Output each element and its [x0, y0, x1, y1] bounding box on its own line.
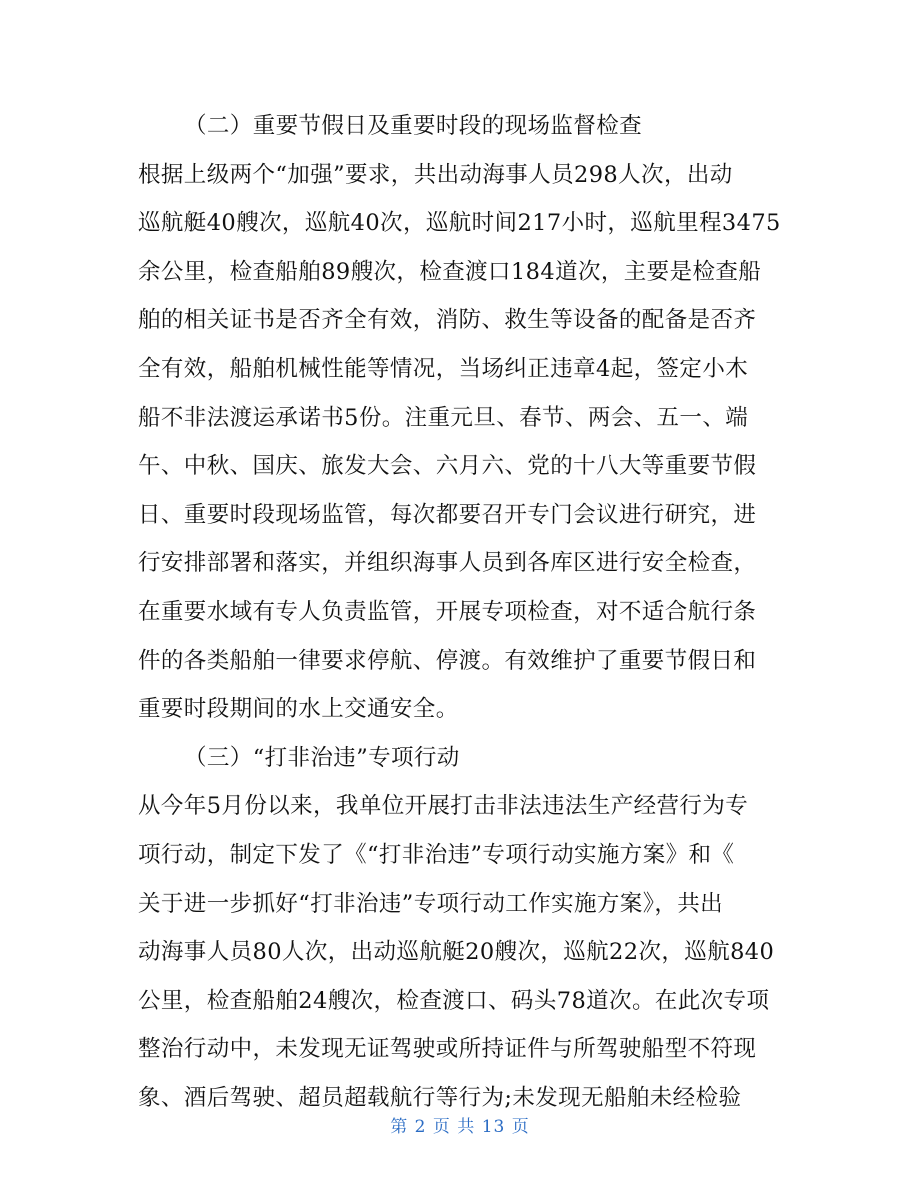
paragraph-line: 舶的相关证书是否齐全有效，消防、救生等设备的配备是否齐: [138, 307, 757, 334]
paragraph-line: 整治行动中，未发现无证驾驶或所持证件与所驾驶船型不符现: [138, 1036, 757, 1063]
paragraph-line: 行安排部署和落实，并组织海事人员到各库区进行安全检查，: [138, 550, 757, 577]
paragraph-line: 船不非法渡运承诺书5份。注重元旦、春节、两会、五一、端: [138, 404, 749, 431]
paragraph-line: 象、酒后驾驶、超员超载航行等行为;未发现无船舶未经检验: [138, 1084, 742, 1111]
section-heading-2: （二）重要节假日及重要时段的现场监督检查: [184, 113, 643, 139]
paragraph-line: 件的各类船舶一律要求停航、停渡。有效维护了重要节假日和: [138, 647, 757, 674]
paragraph-line: 余公里，检查船舶89艘次，检查渡口184道次，主要是检查船: [138, 258, 762, 285]
paragraph-line: 项行动，制定下发了《“打非治违”专项行动实施方案》和《: [138, 841, 735, 868]
paragraph-line: 在重要水域有专人负责监管，开展专项检查，对不适合航行条: [138, 598, 757, 625]
paragraph-line: 根据上级两个“加强”要求，共出动海事人员298人次，出动: [138, 161, 733, 188]
paragraph-line: 从今年5月份以来，我单位开展打击非法违法生产经营行为专: [138, 793, 749, 820]
paragraph-line: 日、重要时段现场监管，每次都要召开专门会议进行研究，进: [138, 501, 757, 528]
paragraph-line: 公里，检查船舶24艘次，检查渡口、码头78道次。在此次专项: [138, 987, 770, 1014]
body-text: [138, 102, 786, 1122]
paragraph-line: 重要时段期间的水上交通安全。: [138, 696, 459, 723]
paragraph-line: 巡航艇40艘次，巡航40次，巡航时间217小时，巡航里程3475: [138, 210, 781, 237]
paragraph-line: 动海事人员80人次，出动巡航艇20艘次，巡航22次，巡航840: [138, 939, 775, 966]
section-heading-3: （三）“打非治违”专项行动: [184, 744, 460, 771]
page-number-footer: 第 2 页 共 13 页: [390, 1117, 530, 1137]
paragraph-line: 全有效，船舶机械性能等情况，当场纠正违章4起，签定小木: [138, 355, 749, 382]
paragraph-line: 关于进一步抓好“打非治违”专项行动工作实施方案》，共出: [138, 890, 724, 917]
paragraph-line: 午、中秋、国庆、旅发大会、六月六、党的十八大等重要节假: [138, 453, 757, 480]
